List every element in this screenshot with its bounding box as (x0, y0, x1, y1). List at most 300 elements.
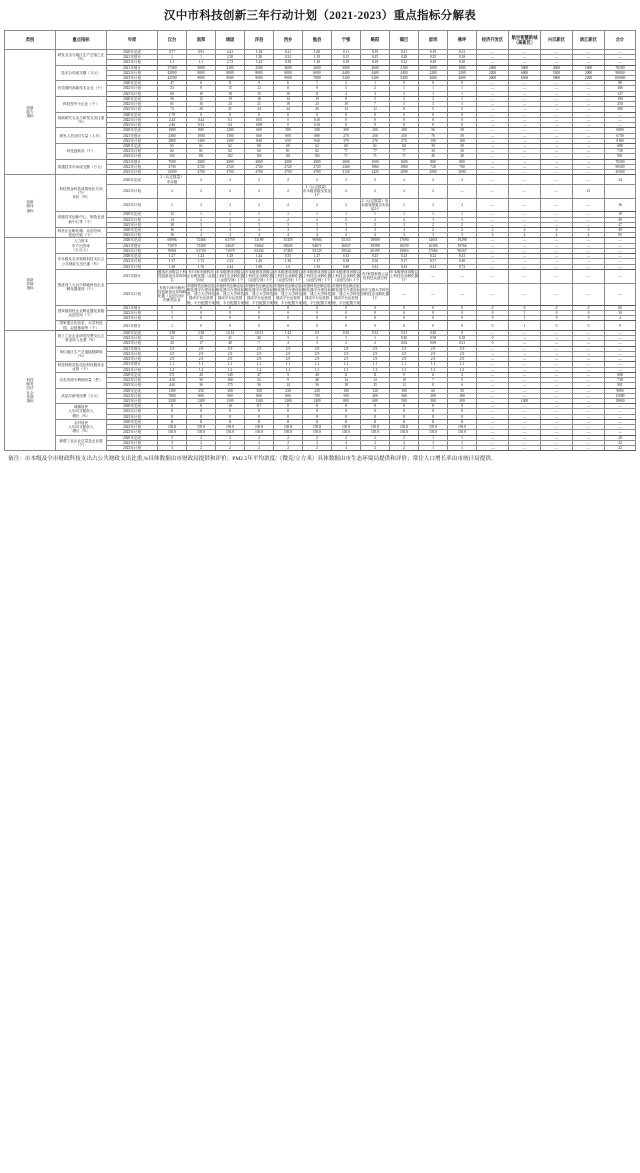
value-cell: 0 (361, 316, 390, 321)
year-label: 2023年计划 (107, 446, 158, 451)
year-label: 2023年计划 (107, 107, 158, 112)
value-cell: 0 (477, 321, 509, 330)
value-cell: 2.9 (216, 351, 245, 356)
total-cell: — (605, 269, 636, 283)
total-cell: — (605, 259, 636, 264)
value-cell: 2 (419, 175, 448, 184)
value-cell: — (573, 198, 605, 212)
value-cell: 2 (448, 175, 477, 184)
value-cell: — (541, 123, 573, 128)
value-cell: — (573, 341, 605, 346)
value-cell: 2 (187, 175, 216, 184)
value-cell: 1.44 (245, 254, 274, 259)
value-cell: 4 (245, 233, 274, 238)
value-cell: — (477, 222, 509, 227)
value-cell: 0.54 (187, 123, 216, 128)
value-cell: 8 (448, 414, 477, 419)
total-cell: — (605, 351, 636, 356)
value-cell: 2000 (303, 159, 332, 164)
value-cell: 0.25 (419, 55, 448, 60)
value-cell: 0 (448, 81, 477, 86)
value-cell: 0.36 (332, 330, 361, 335)
value-cell: 48 (303, 378, 332, 383)
value-cell: 2 (245, 198, 274, 212)
value-cell: 8 (448, 409, 477, 414)
value-cell: 2800 (187, 159, 216, 164)
value-cell: 1 (187, 212, 216, 217)
value-cell: 175 (216, 383, 245, 388)
value-cell: — (541, 144, 573, 149)
value-cell: 9 (303, 86, 332, 91)
value-cell: — (509, 378, 541, 383)
value-cell: 1.42 (274, 330, 303, 335)
value-cell: 2000 (274, 159, 303, 164)
value-cell: 2 (216, 435, 245, 440)
value-cell: 52 (245, 378, 274, 383)
indicator-name: 有效期内高新技术企业（个） (56, 81, 107, 97)
value-cell: 2 (419, 96, 448, 101)
value-cell: 270 (390, 138, 419, 143)
value-cell: — (509, 112, 541, 117)
value-cell: 3730 (158, 164, 187, 169)
value-cell: 2600 (361, 65, 390, 70)
value-cell: 2720 (274, 164, 303, 169)
value-cell: — (509, 159, 541, 164)
value-cell: — (477, 55, 509, 60)
value-cell: 4 (332, 91, 361, 96)
value-cell: 9 (390, 372, 419, 377)
value-cell: — (477, 159, 509, 164)
value-cell: 1.1 (158, 60, 187, 65)
value-cell: 0.31 (390, 330, 419, 335)
year-label: 2023年计划 (107, 430, 158, 435)
value-cell: — (541, 425, 573, 430)
value-cell: 14651 (419, 238, 448, 243)
value-cell: 1.2 (187, 367, 216, 372)
value-cell: — (573, 138, 605, 143)
value-cell: 82 (245, 149, 274, 154)
value-cell: 7 (303, 81, 332, 86)
value-cell: 1 (448, 440, 477, 445)
value-cell: — (477, 440, 509, 445)
value-cell: — (573, 144, 605, 149)
value-cell: 0 (419, 310, 448, 315)
value-cell: 300 (216, 388, 245, 393)
value-cell: 1 (158, 310, 187, 315)
total-cell: 24 (605, 175, 636, 184)
value-cell: 300 (390, 393, 419, 398)
value-cell: 0.37 (419, 259, 448, 264)
value-cell: 2.9 (274, 351, 303, 356)
value-cell: 2 (245, 446, 274, 451)
value-cell: 270 (332, 133, 361, 138)
value-cell: 0 (245, 112, 274, 117)
value-cell: — (448, 269, 477, 283)
value-cell: 440 (158, 383, 187, 388)
value-cell: 56 (303, 383, 332, 388)
value-cell: 0.33 (274, 254, 303, 259)
value-cell: 1.2 (303, 367, 332, 372)
value-cell: 0 (419, 321, 448, 330)
value-cell: 8 (390, 414, 419, 419)
value-cell: 1.2 (216, 367, 245, 372)
value-cell: 35459 (274, 238, 303, 243)
value-cell: — (509, 372, 541, 377)
total-cell: 19000 (605, 398, 636, 403)
value-cell: 200 (390, 128, 419, 133)
value-cell: 1900 (158, 128, 187, 133)
value-cell: — (477, 435, 509, 440)
value-cell: 4700 (274, 170, 303, 175)
value-cell: — (448, 283, 477, 305)
value-cell: 12 (158, 336, 187, 341)
value-cell: 2.9 (303, 357, 332, 362)
value-cell: 7 (245, 341, 274, 346)
value-cell: 10 (390, 378, 419, 383)
value-cell: 47 (158, 81, 187, 86)
value-cell: — (573, 425, 605, 430)
value-cell: — (573, 60, 605, 65)
value-cell: 60 (332, 144, 361, 149)
value-cell: 1.1 (245, 362, 274, 367)
value-cell: — (541, 86, 573, 91)
value-cell: 14 (274, 383, 303, 388)
value-cell: 2.9 (187, 346, 216, 351)
value-cell: 3 (390, 222, 419, 227)
value-cell: 0 (216, 310, 245, 315)
value-cell: — (541, 346, 573, 351)
value-cell: — (477, 154, 509, 159)
value-cell: 4 (274, 341, 303, 346)
year-label: 2021年预计 (107, 55, 158, 60)
value-cell: 8 (274, 86, 303, 91)
value-cell: — (541, 372, 573, 377)
value-cell: — (573, 367, 605, 372)
value-cell: — (573, 175, 605, 184)
value-cell: 市本级建成省级以上科技企业孵化器（众创空间）1个 (274, 269, 302, 283)
value-cell: 0 (361, 123, 390, 128)
value-cell: 0.19 (361, 49, 390, 54)
value-cell: 2 (274, 435, 303, 440)
value-cell: 61 (361, 144, 390, 149)
value-cell: 105.8 (448, 425, 477, 430)
value-cell: 2 (216, 217, 245, 222)
value-cell: 0.12 (448, 49, 477, 54)
value-cell: 1 (419, 440, 448, 445)
value-cell: — (573, 117, 605, 122)
total-cell: 85 (605, 233, 636, 238)
value-cell: 2720 (216, 164, 245, 169)
value-cell: 1 (448, 96, 477, 101)
value-cell: 63444 (245, 248, 274, 253)
value-cell: 71 (390, 154, 419, 159)
value-cell: 73 (158, 107, 187, 112)
year-label: 2022年计划 (107, 248, 158, 253)
year-label: 2022年计划 (107, 70, 158, 75)
value-cell: 1.10 (303, 55, 332, 60)
value-cell: 36947 (332, 243, 361, 248)
value-cell: 0 (541, 316, 573, 321)
value-cell: 1.2 (274, 367, 303, 372)
value-cell: 1.1 (419, 362, 448, 367)
value-cell: 0 (390, 81, 419, 86)
value-cell: 800 (187, 393, 216, 398)
value-cell: 0.42 (187, 117, 216, 122)
value-cell: — (477, 446, 509, 451)
value-cell: 2.38 (187, 330, 216, 335)
value-cell: 2720 (245, 164, 274, 169)
value-cell: 1.1 (332, 362, 361, 367)
value-cell: 0.31 (274, 55, 303, 60)
value-cell: — (509, 404, 541, 409)
total-cell: 20 (605, 435, 636, 440)
value-cell: 940 (303, 138, 332, 143)
value-cell: — (573, 86, 605, 91)
value-cell: 0.40 (448, 259, 477, 264)
value-cell: 2000 (419, 170, 448, 175)
value-cell: 0 (419, 305, 448, 310)
value-cell: 10 (187, 91, 216, 96)
value-cell: 60 (419, 388, 448, 393)
value-cell: 0.38 (332, 259, 361, 264)
total-cell: 901 (605, 154, 636, 159)
value-cell: 105.8 (158, 425, 187, 430)
value-cell: — (573, 96, 605, 101)
value-cell: 76001 (158, 248, 187, 253)
value-cell: 4 (245, 228, 274, 233)
value-cell: — (477, 164, 509, 169)
value-cell: 8 (303, 409, 332, 414)
value-cell: 0 (274, 316, 303, 321)
value-cell: 2.9 (332, 346, 361, 351)
value-cell: 105.8 (274, 430, 303, 435)
value-cell: 15 (245, 91, 274, 96)
total-cell: 10 (605, 310, 636, 315)
value-cell: 47 (245, 372, 274, 377)
value-cell: — (541, 362, 573, 367)
header-district-lueyang: 略阳 (361, 30, 390, 49)
value-cell: — (390, 283, 419, 305)
value-cell: 105.8 (419, 425, 448, 430)
value-cell: 11 (390, 419, 419, 424)
value-cell: 200 (448, 398, 477, 403)
year-label: 2023年计划 (107, 414, 158, 419)
indicator-name: 基础研究支出占研发支出比重（%） (56, 112, 107, 128)
value-cell: 0.43 (390, 264, 419, 269)
value-cell: 160 (216, 378, 245, 383)
value-cell: 69996 (158, 238, 187, 243)
value-cell: — (477, 149, 509, 154)
value-cell: 2 (390, 175, 419, 184)
value-cell: 9000 (245, 75, 274, 80)
value-cell: — (477, 254, 509, 259)
value-cell: 61720 (187, 248, 216, 253)
value-cell: 400 (361, 393, 390, 398)
value-cell: 0 (332, 117, 361, 122)
value-cell: 4 (216, 233, 245, 238)
value-cell: 105.8 (332, 425, 361, 430)
value-cell: 270 (361, 138, 390, 143)
value-cell: — (509, 419, 541, 424)
value-cell: — (509, 96, 541, 101)
value-cell: 700 (448, 164, 477, 169)
value-cell: 6 (419, 372, 448, 377)
value-cell: — (477, 383, 509, 388)
value-cell: 1200 (216, 128, 245, 133)
value-cell: 12 (187, 96, 216, 101)
value-cell: 2 (390, 184, 419, 198)
value-cell: — (477, 81, 509, 86)
value-cell: 2 (448, 222, 477, 227)
value-cell: 1 (332, 336, 361, 341)
year-label: 2022年计划 (107, 86, 158, 91)
value-cell: — (573, 81, 605, 86)
value-cell: 2000 (390, 170, 419, 175)
value-cell: — (573, 243, 605, 248)
value-cell: — (541, 378, 573, 383)
total-cell: 22 (605, 440, 636, 445)
total-cell: — (605, 248, 636, 253)
value-cell: 0 (390, 310, 419, 315)
value-cell: — (477, 138, 509, 143)
value-cell: — (573, 362, 605, 367)
value-cell: — (573, 283, 605, 305)
value-cell: — (509, 81, 541, 86)
value-cell: 18 (332, 383, 361, 388)
value-cell: 14 (332, 107, 361, 112)
total-cell: — (605, 414, 636, 419)
value-cell: — (509, 107, 541, 112)
value-cell: 62 (303, 144, 332, 149)
value-cell: — (573, 346, 605, 351)
value-cell: 3 (303, 341, 332, 346)
value-cell: 1.27 (158, 254, 187, 259)
value-cell: 1 (245, 212, 274, 217)
value-cell: 4 (332, 446, 361, 451)
value-cell: 7000 (303, 75, 332, 80)
value-cell: 71070 (158, 243, 187, 248)
indicator-name: 国家级科技企业孵化器及省级众创空间（个） (56, 305, 107, 321)
value-cell: 0 (332, 316, 361, 321)
value-cell: 1.37 (303, 259, 332, 264)
total-cell: 88 (605, 81, 636, 86)
value-cell: 0.17 (390, 259, 419, 264)
value-cell: 5 (419, 107, 448, 112)
value-cell: — (573, 154, 605, 159)
value-cell: 3 (187, 222, 216, 227)
value-cell: 2.9 (361, 351, 390, 356)
value-cell: 2.9 (245, 351, 274, 356)
value-cell: 4700 (216, 170, 245, 175)
value-cell: 3 (274, 228, 303, 233)
value-cell: 101 (274, 154, 303, 159)
value-cell: 660 (245, 133, 274, 138)
header-zone-economic: 经济开发区 (477, 30, 509, 49)
value-cell: 1.38 (274, 259, 303, 264)
value-cell: 2 (158, 198, 187, 212)
value-cell: — (573, 91, 605, 96)
value-cell: 30 (419, 149, 448, 154)
value-cell: 5200 (390, 75, 419, 80)
year-label: 2020年完成 (107, 238, 158, 243)
value-cell: — (477, 112, 509, 117)
year-label: 2023年计划 (107, 398, 158, 403)
value-cell: — (541, 117, 573, 122)
value-cell: 1 (509, 316, 541, 321)
value-cell: — (477, 86, 509, 91)
value-cell: — (477, 238, 509, 243)
value-cell: 8 (216, 409, 245, 414)
value-cell: 0 (274, 123, 303, 128)
value-cell: 9000 (187, 75, 216, 80)
value-cell: 0 (303, 305, 332, 310)
value-cell: — (573, 330, 605, 335)
value-cell: 0 (187, 305, 216, 310)
value-cell: 1200 (274, 398, 303, 403)
value-cell: — (541, 341, 573, 346)
value-cell: 1300 (216, 133, 245, 138)
value-cell: 2 (216, 446, 245, 451)
year-label: 2021年预计 (107, 321, 158, 330)
total-cell: — (605, 330, 636, 335)
value-cell: — (541, 170, 573, 175)
value-cell: — (477, 49, 509, 54)
value-cell: 11 (361, 372, 390, 377)
value-cell: 0 (448, 117, 477, 122)
header-district-nanzheng: 南郑 (187, 30, 216, 49)
value-cell: — (477, 398, 509, 403)
value-cell: 2 (274, 175, 303, 184)
value-cell: 42000 (158, 70, 187, 75)
category-label: 科技服务经济社会发展指标 (5, 330, 56, 450)
value-cell: — (541, 238, 573, 243)
value-cell: — (477, 393, 509, 398)
value-cell: — (541, 81, 573, 86)
value-cell: 2.9 (303, 346, 332, 351)
value-cell: 2 (303, 336, 332, 341)
value-cell: — (477, 175, 509, 184)
value-cell: 20 (245, 336, 274, 341)
value-cell: 2.44 (216, 264, 245, 269)
value-cell: 38605 (274, 243, 303, 248)
value-cell: — (477, 96, 509, 101)
total-cell: 4 (605, 316, 636, 321)
indicator-name: 研发支出与地区生产总值之比（%） (56, 49, 107, 65)
value-cell: 76 (419, 133, 448, 138)
value-cell: 0 (390, 321, 419, 330)
value-cell: 16 (158, 228, 187, 233)
total-cell: 45000 (605, 170, 636, 175)
value-cell: 5800 (541, 75, 573, 80)
total-cell: — (605, 243, 636, 248)
value-cell: 1 (361, 336, 390, 341)
value-cell: 2.9 (448, 346, 477, 351)
value-cell: — (509, 425, 541, 430)
value-cell: 0 (274, 117, 303, 122)
year-label: 2022年计划 (107, 102, 158, 107)
value-cell: 1 (216, 212, 245, 217)
total-cell: 78200 (605, 159, 636, 164)
value-cell: 4 (448, 372, 477, 377)
value-cell: — (509, 409, 541, 414)
value-cell: — (541, 283, 573, 305)
value-cell: — (477, 243, 509, 248)
value-cell: — (477, 91, 509, 96)
value-cell: 2.9 (390, 357, 419, 362)
value-cell: 2 (332, 198, 361, 212)
value-cell: 60 (390, 144, 419, 149)
value-cell: 20 (187, 372, 216, 377)
